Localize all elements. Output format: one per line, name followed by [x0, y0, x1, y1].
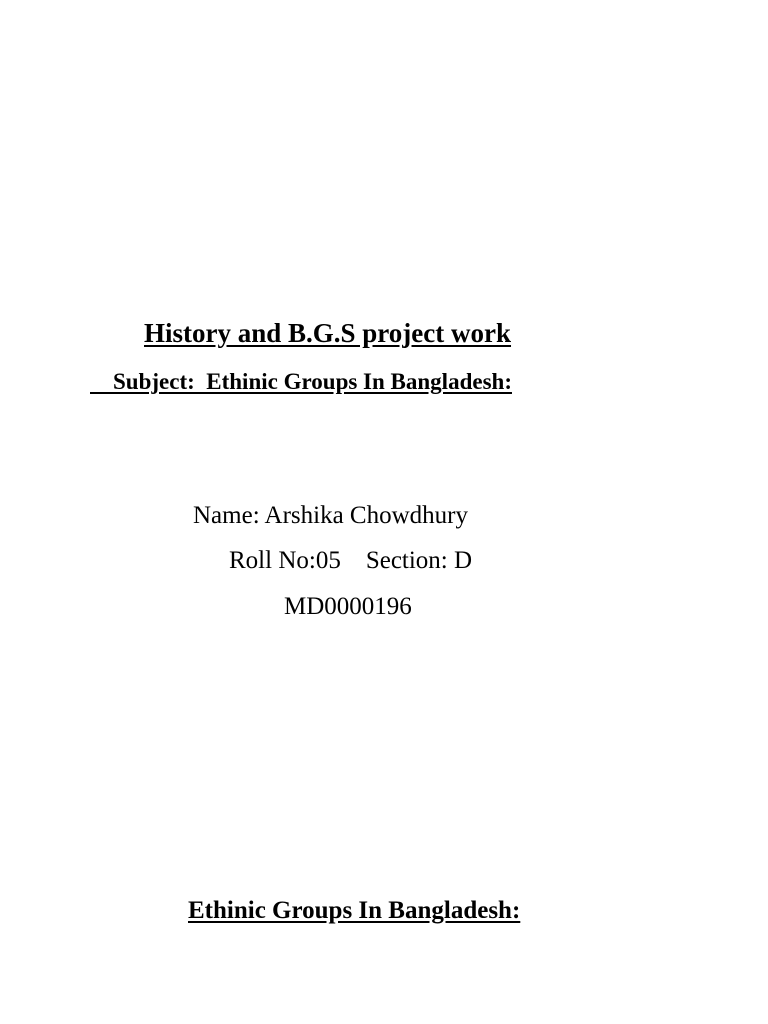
project-title: History and B.G.S project work — [144, 318, 512, 348]
student-name: Name: Arshika Chowdhury — [193, 502, 468, 529]
roll-section: Roll No:05 Section: D — [229, 547, 473, 574]
student-id: MD0000196 — [284, 593, 412, 620]
section-heading: Ethinic Groups In Bangladesh: — [188, 897, 521, 924]
subject-line: Subject: Ethinic Groups In Bangladesh: — [90, 369, 512, 394]
